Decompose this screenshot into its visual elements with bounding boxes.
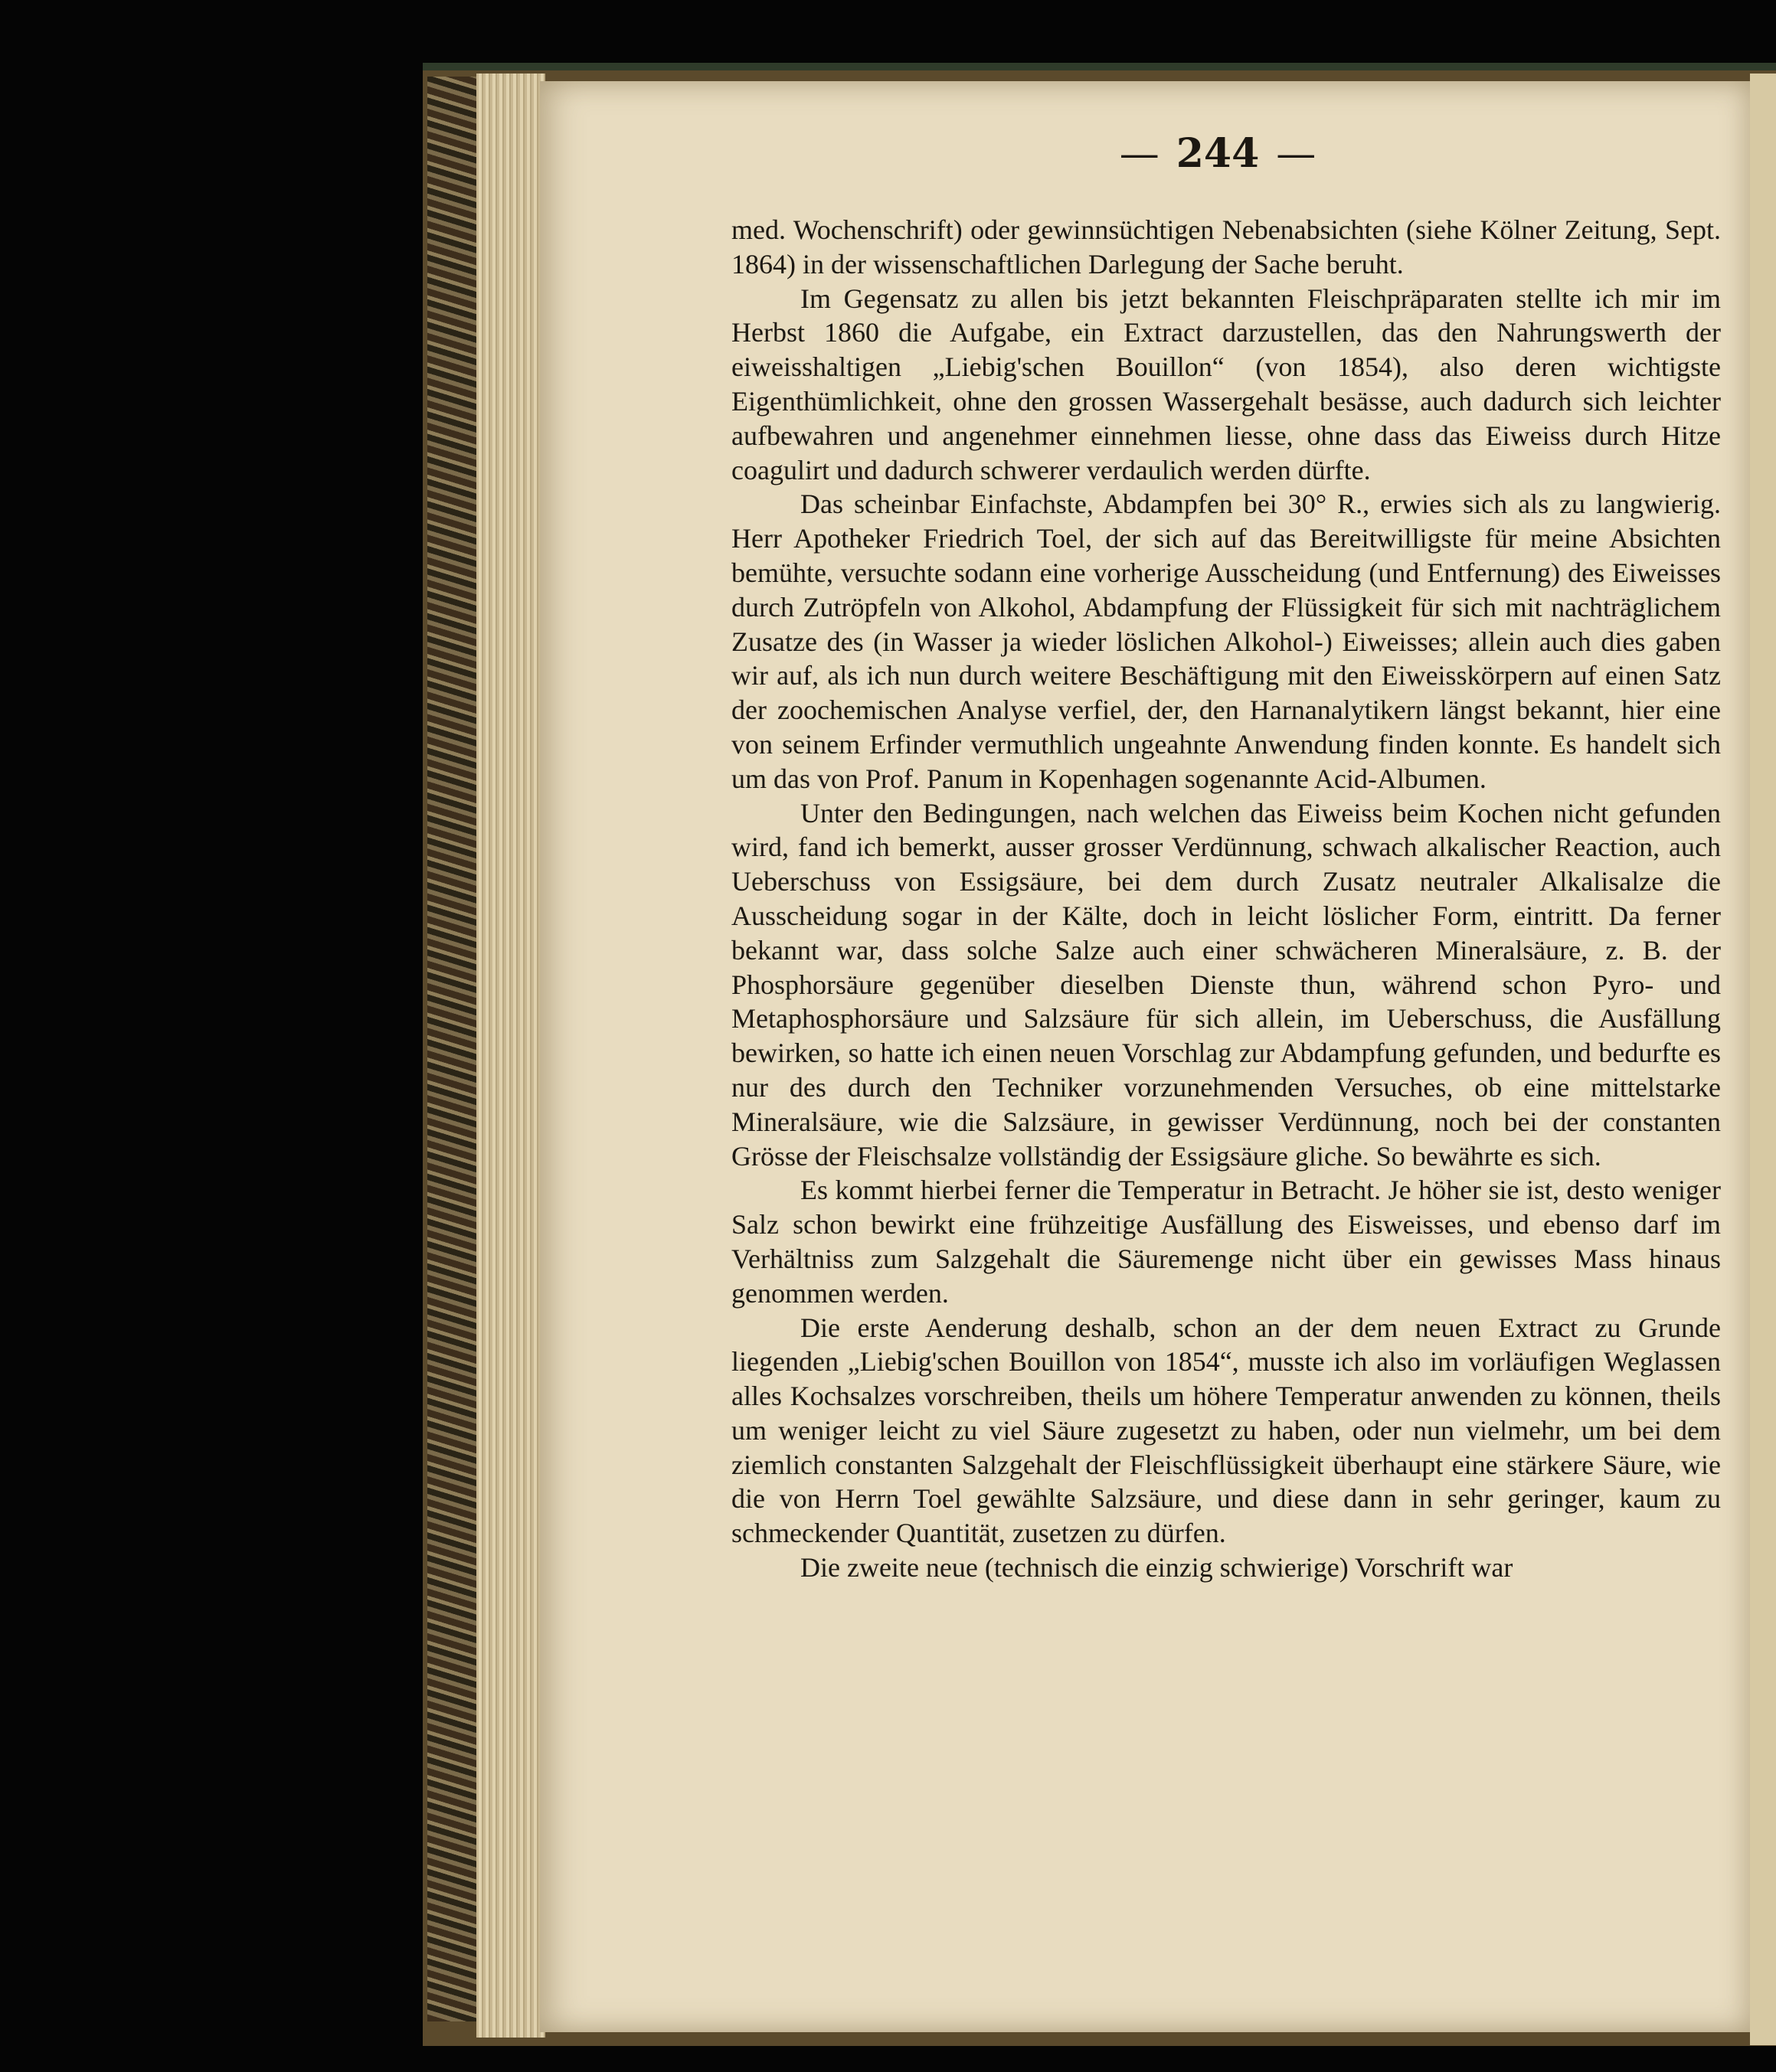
paragraph-2: Im Gegensatz zu allen bis jetzt bekannten Fleischpräparaten stellte ich mir im Herbst 1860 die Aufgabe, ein Extract darzustellen, das den Nahrungswerth der eiweisshaltigen „Liebig'schen Bouillon“ (von 1854), also deren wichtigste Eigenthümlichkeit, ohne den grossen Wassergehalt besässe, auch dadurch sich leichter aufbewahren und angenehmer einnehmen liesse, ohne dass das Eiweiss durch Hitze coagulirt und dadurch schwerer verdaulich werden dürfte. xyxy=(731,283,1721,485)
facing-page-edge xyxy=(1750,74,1776,2045)
paragraph-4: Unter den Bedingungen, nach welchen das Eiweiss beim Kochen nicht gefunden wird, fand ich bemerkt, ausser grosser Verdünnung, schwach alkalischer Reaction, auch Ueberschuss von Essigsäure, bei dem durch Zusatz neutraler Alkalisalze die Ausscheidung sogar in der Kälte, doch in leicht löslicher Form, eintritt. Da ferner bekannt war, dass solche Salze auch einer schwächeren Mineralsäure, z. B. der Phosphorsäure gegenüber dieselben Dienste thun, während schon Pyro- und Metaphosphorsäure und Salzsäure für sich allein, im Ueberschuss, die Ausfällung bewirken, so hatte ich einen neuen Vorschlag zur Abdampfung gefunden, und bedurfte es nur des durch den Techniker vorzunehmenden Versuches, ob eine mittelstarke Mineralsäure, wie die Salzsäure, in gewisser Verdünnung, noch bei der constanten Grösse der Fleischsalze vollständig der Essigsäure gliche. So bewährte es sich. xyxy=(731,797,1721,1172)
page-number: 244 xyxy=(1176,130,1260,177)
marbled-board xyxy=(427,77,476,2021)
body-text xyxy=(731,213,1721,1585)
paragraph-7: Die zweite neue (technisch die einzig schwierige) Vorschrift war xyxy=(800,1552,1513,1583)
header-dash-left: — xyxy=(1119,131,1159,177)
paragraph-3: Das scheinbar Einfachste, Abdampfen bei 30° R., erwies sich als zu langwierig. Herr Apotheker Friedrich Toel, der sich auf das Bereitwilligste für meine Absichten bemühte, versuchte sodann eine vorherige Ausscheidung (und Entfernung) des Eiweisses durch Zutröpfeln von Alkohol, Abdampfung der Flüssigkeit für sich mit nachträglichem Zusatze des (in Wasser ja wieder löslichen Alkohol-) Eiweisses; allein auch dies gaben wir auf, als ich nun durch weitere Beschäftigung mit den Eiweisskörpern auf einen Satz der zoochemischen Analyse verfiel, der, den Harnanalytikern längst bekannt, hier eine von seinem Erfinder vermuthlich ungeahnte Anwendung finden konnte. Es handelt sich um das von Prof. Panum in Kopenhagen sogenannte Acid-Albumen. xyxy=(731,489,1721,794)
paragraph-5: Es kommt hierbei ferner die Temperatur in Betracht. Je höher sie ist, desto weniger Salz schon bewirkt eine frühzeitige Ausfällung des Eisweisses, und ebenso darf im Verhältniss zum Salzgehalt die Säuremenge nicht über ein gewisses Mass hinaus genommen werden. xyxy=(731,1175,1721,1309)
paragraph-6: Die erste Aenderung deshalb, schon an der dem neuen Extract zu Grunde liegenden „Liebig'schen Bouillon von 1854“, musste ich also im vorläufigen Weglassen alles Kochsalzes vorschreiben, theils um höhere Temperatur anwenden zu können, theils um weniger leicht zu viel Säure zugesetzt zu haben, oder nun vielmehr, um bei dem ziemlich constanten Salzgehalt der Fleischflüssigkeit überhaupt eine stärkere Säure, wie die von Herrn Toel gewählte Salzsäure, und diese dann in sehr geringer, kaum zu schmeckender Quantität, zusetzen zu dürfen. xyxy=(731,1312,1721,1549)
page-edges xyxy=(476,74,545,2038)
header-dash-right: — xyxy=(1276,131,1316,177)
paragraph-1: med. Wochenschrift) oder gewinnsüchtigen Nebenabsichten (siehe Kölner Zeitung, Sept. 1864) in der wissenschaftlichen Darlegung der Sache beruht. xyxy=(731,214,1721,279)
page-header xyxy=(1072,130,1363,184)
